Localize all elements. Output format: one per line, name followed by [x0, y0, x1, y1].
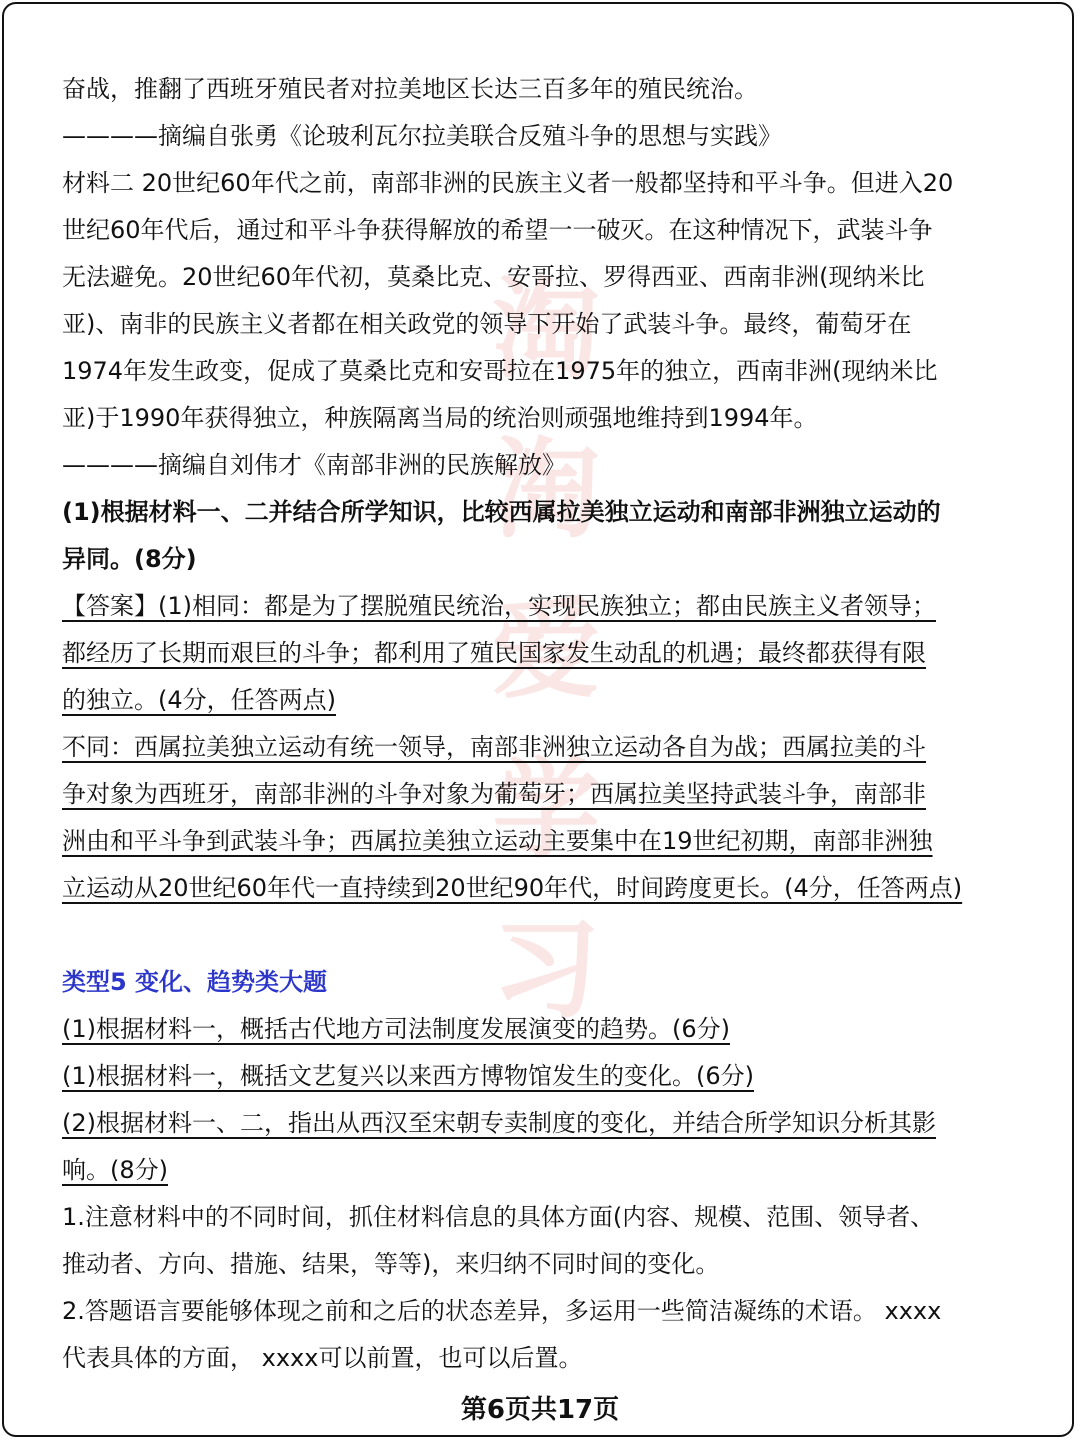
text-line: 材料二 20世纪60年代之前，南部非洲的民族主义者一般都坚持和平斗争。但进入20 — [62, 169, 954, 197]
tip-line: 推动者、方向、措施、结果，等等)，来归纳不同时间的变化。 — [62, 1250, 720, 1278]
text-line: 无法避免。20世纪60年代初，莫桑比克、安哥拉、罗得西亚、西南非洲(现纳米比 — [62, 263, 925, 291]
answer-line — [62, 724, 1022, 771]
answer-text: 争对象为西班牙，南部非洲的斗争对象为葡萄牙；西属拉美坚持武装斗争，南部非 — [62, 780, 926, 808]
answer-line — [62, 771, 1022, 818]
tip-line: 代表具体的方面， xxxx可以前置，也可以后置。 — [62, 1344, 583, 1372]
answer-line — [62, 865, 1022, 912]
answer-text: 【答案】(1)相同：都是为了摆脱殖民统治，实现民族独立；都由民族主义者领导； — [62, 592, 936, 620]
answer-text: 都经历了长期而艰巨的斗争；都利用了殖民国家发生动乱的机遇；最终都获得有限 — [62, 639, 926, 667]
text-line: 1974年发生政变，促成了莫桑比克和安哥拉在1975年的独立，西南非洲(现纳米比 — [62, 357, 938, 385]
watermark-char: 爱 — [492, 587, 601, 713]
example-question — [62, 1147, 1022, 1194]
page-number: 第6页共17页 — [460, 1395, 620, 1425]
answer-line — [62, 583, 1022, 630]
watermark-char: 淘 — [492, 267, 601, 393]
example-question-text: (1)根据材料一，概括文艺复兴以来西方博物馆发生的变化。(6分) — [62, 1062, 754, 1090]
source-citation: ————摘编自刘伟才《南部非洲的民族解放》 — [62, 451, 566, 479]
section-heading: 类型5 变化、趋势类大题 — [62, 968, 328, 996]
answer-line — [62, 677, 1022, 724]
text-line: 奋战，推翻了西班牙殖民者对拉美地区长达三百多年的殖民统治。 — [62, 75, 758, 103]
watermark-char: 淘 — [492, 427, 601, 553]
watermark-char: 学 — [492, 747, 601, 873]
question-line: (1)根据材料一、二并结合所学知识，比较西属拉美独立运动和南部非洲独立运动的 — [62, 498, 941, 526]
answer-line — [62, 630, 1022, 677]
answer-text: 立运动从20世纪60年代一直持续到20世纪90年代，时间跨度更长。(4分，任答两点) — [62, 874, 963, 902]
example-question-text: (2)根据材料一、二，指出从西汉至宋朝专卖制度的变化，并结合所学知识分析其影 — [62, 1109, 936, 1137]
question-line: 异同。(8分) — [62, 545, 197, 573]
text-line: 亚)于1990年获得独立，种族隔离当局的统治则顽强地维持到1994年。 — [62, 404, 818, 432]
text-line: 世纪60年代后，通过和平斗争获得解放的希望一一破灭。在这种情况下，武装斗争 — [62, 216, 933, 244]
answer-line — [62, 818, 1022, 865]
example-question-text: (1)根据材料一，概括古代地方司法制度发展演变的趋势。(6分) — [62, 1015, 730, 1043]
tip-line: 1.注意材料中的不同时间，抓住材料信息的具体方面(内容、规模、范围、领导者、 — [62, 1203, 935, 1231]
text-line: 亚)、南非的民族主义者都在相关政党的领导下开始了武装斗争。最终，葡萄牙在 — [62, 310, 912, 338]
answer-text: 不同：西属拉美独立运动有统一领导，南部非洲独立运动各自为战；西属拉美的斗 — [62, 733, 926, 761]
example-question — [62, 1006, 1022, 1053]
document-body — [62, 66, 1022, 1382]
example-question — [62, 1053, 1022, 1100]
answer-text: 洲由和平斗争到武装斗争；西属拉美独立运动主要集中在19世纪初期，南部非洲独 — [62, 827, 933, 855]
example-question-text: 响。(8分) — [62, 1156, 168, 1184]
answer-text: 的独立。(4分，任答两点) — [62, 686, 336, 714]
tip-line: 2.答题语言要能够体现之前和之后的状态差异，多运用一些简洁凝练的术语。 xxxx — [62, 1297, 942, 1325]
example-question — [62, 1100, 1022, 1147]
spacer — [62, 912, 1022, 959]
watermark-char: 习 — [492, 907, 601, 1033]
source-citation: ————摘编自张勇《论玻利瓦尔拉美联合反殖斗争的思想与实践》 — [62, 122, 782, 150]
